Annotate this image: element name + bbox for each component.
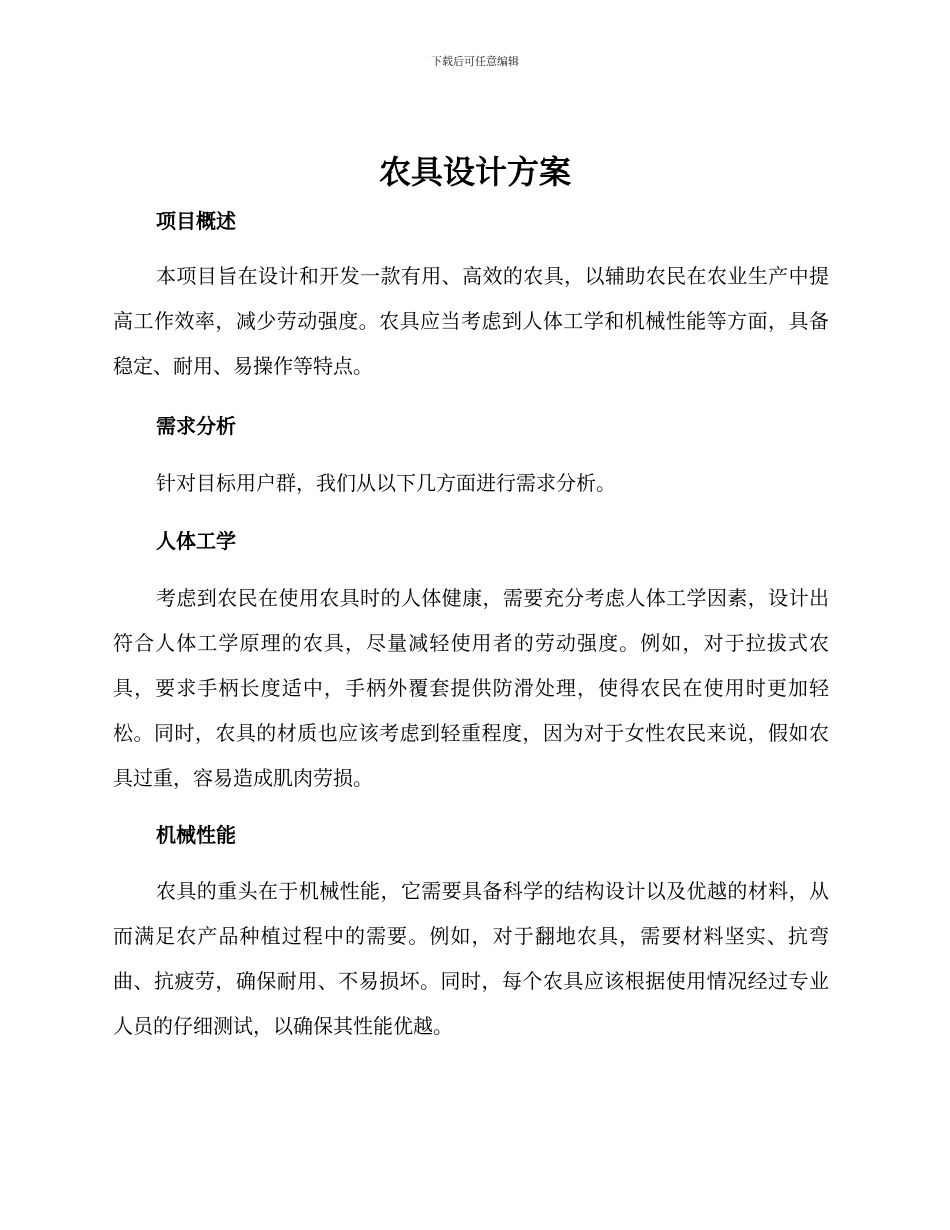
- section-heading-ergonomics: 人体工学: [156, 529, 236, 553]
- section-paragraph-ergonomics: 考虑到农民在使用农具时的人体健康，需要充分考虑人体工学因素，设计出符合人体工学原理的农具，尽量减轻使用者的劳动强度。例如，对于拉拔式农具，要求手柄长度适中，手柄外覆套提供防滑处理，使得农民在使用时更加轻松。同时，农具的材质也应该考虑到轻重程度，因为对于女性农民来说，假如农具过重，容易造成肌肉劳损。: [113, 586, 829, 790]
- section-heading-mechanical: 机械性能: [156, 823, 236, 847]
- page-header-note: 下载后可任意编辑: [431, 55, 519, 68]
- section-paragraph-overview: 本项目旨在设计和开发一款有用、高效的农具，以辅助农民在农业生产中提高工作效率，减少劳动强度。农具应当考虑到人体工学和机械性能等方面，具备稳定、耐用、易操作等特点。: [113, 264, 829, 378]
- section-paragraph-requirements: 针对目标用户群，我们从以下几方面进行需求分析。: [156, 471, 616, 495]
- section-paragraph-mechanical: 农具的重头在于机械性能，它需要具备科学的结构设计以及优越的材料，从而满足农产品种植过程中的需要。例如，对于翻地农具，需要材料坚实、抗弯曲、抗疲劳，确保耐用、不易损坏。同时，每个农具应该根据使用情况经过专业人员的仔细测试，以确保其性能优越。: [113, 879, 829, 1038]
- document-title: 农具设计方案: [378, 153, 571, 191]
- section-heading-requirements: 需求分析: [156, 414, 236, 438]
- section-heading-overview: 项目概述: [156, 209, 236, 233]
